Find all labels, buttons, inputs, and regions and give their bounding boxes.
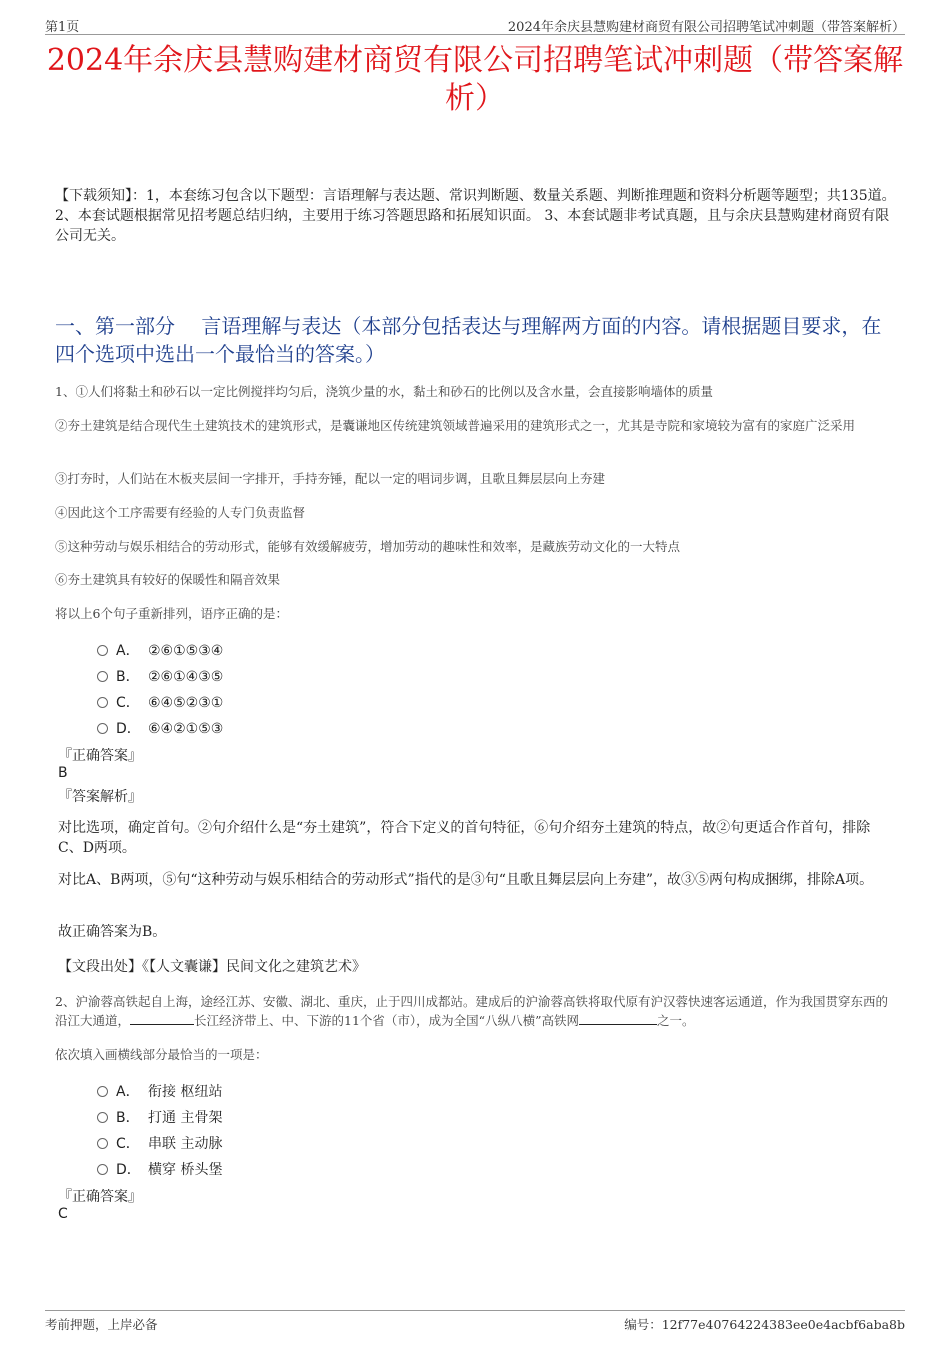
q1-sentence-3: ③打夯时，人们站在木板夹层间一字排开，手持夯锤，配以一定的唱词步调，且歌且舞层层向上夯建 (55, 471, 606, 486)
page-header (45, 14, 905, 35)
page-number: 第1页 (45, 20, 80, 35)
q2-option-d[interactable] (97, 1159, 222, 1179)
footer-slogan: 考前押题，上岸必备 (45, 1317, 158, 1332)
q1-option-d[interactable] (97, 718, 223, 738)
option-text: ⑥④⑤②③① (148, 695, 224, 711)
radio-icon[interactable] (97, 1086, 108, 1097)
option-key: A． (116, 643, 140, 659)
q1-option-a[interactable] (97, 640, 223, 660)
section-heading: 一、第一部分 言语理解与表达（本部分包括表达与理解两方面的内容。请根据题目要求，在四个选项中选出一个最恰当的答案。） (55, 314, 882, 366)
radio-icon[interactable] (97, 723, 108, 734)
q1-explanation-1: 对比选项，确定首句。②句介绍什么是“夯土建筑”，符合下定义的首句特征，⑥句介绍夯土建筑的特点，故②句更适合作首句，排除C、D两项。 (58, 820, 871, 856)
radio-icon[interactable] (97, 671, 108, 682)
page-footer (45, 1310, 905, 1333)
radio-icon[interactable] (97, 645, 108, 656)
q2-option-b[interactable] (97, 1107, 222, 1127)
option-key: B． (116, 1110, 140, 1126)
q1-sentence-6: ⑥夯土建筑具有较好的保暖性和隔音效果 (55, 572, 281, 587)
option-text: ⑥④②①⑤③ (148, 721, 224, 737)
radio-icon[interactable] (97, 1112, 108, 1123)
footer-doc-id: 编号：12f77e40764224383ee0e4acbf6aba8b (624, 1317, 905, 1332)
q1-sentence-2: ②夯土建筑是结合现代生土建筑技术的建筑形式，是囊谦地区传统建筑领域普遍采用的建筑形式之一，尤其是寺院和家境较为富有的家庭广泛采用 (55, 418, 856, 433)
q1-option-b[interactable] (97, 666, 223, 686)
radio-icon[interactable] (97, 1138, 108, 1149)
q1-analysis-label: 『答案解析』 (58, 789, 142, 805)
q2-text-part-b: 长江经济带上、中、下游的11个省（市），成为全国“八纵八横”高铁网 (194, 1013, 579, 1028)
option-text: 横穿 桥头堡 (148, 1162, 223, 1178)
q1-explanation-3: 故正确答案为B。 (58, 924, 167, 940)
option-key: C． (116, 1136, 140, 1152)
download-notice: 【下载须知】：1，本套练习包含以下题型：言语理解与表达题、常识判断题、数量关系题、判断推理题和资料分析题等题型；共135道。 2、本套试题根据常见招考题总结归纳，主要用于练习答题思路和拓展知识面。 3、本套试题非考试真题，且与余庆县慧购建材商贸有限公司无关。 (55, 188, 896, 244)
q2-prompt: 依次填入画横线部分最恰当的一项是： (55, 1047, 268, 1062)
header-doc-title: 2024年余庆县慧购建材商贸有限公司招聘笔试冲刺题（带答案解析） (507, 20, 905, 35)
option-text: 串联 主动脉 (148, 1136, 223, 1152)
q1-prompt: 将以上6个句子重新排列，语序正确的是： (55, 606, 288, 621)
q1-explanation-2: 对比A、B两项，⑤句“这种劳动与娱乐相结合的劳动形式”指代的是③句“且歌且舞层层向上夯建”，故③⑤两句构成捆绑，排除A项。 (58, 872, 874, 888)
option-key: B． (116, 669, 140, 685)
q1-sentence-4: ④因此这个工序需要有经验的人专门负责监督 (55, 505, 306, 520)
q1-sentence-1: 1、①人们将黏土和砂石以一定比例搅拌均匀后，浇筑少量的水，黏土和砂石的比例以及含水量，会直接影响墙体的质量 (55, 384, 713, 399)
q1-answer: B (58, 765, 68, 781)
q2-option-a[interactable] (97, 1081, 222, 1101)
option-text: 打通 主骨架 (148, 1110, 223, 1126)
option-text: ②⑥①④③⑤ (148, 669, 224, 685)
q2-answer: C (58, 1206, 68, 1222)
option-text: 衔接 枢纽站 (148, 1084, 223, 1100)
option-key: D． (116, 1162, 141, 1178)
option-key: D． (116, 721, 141, 737)
q2-text (55, 992, 895, 1030)
q1-answer-label: 『正确答案』 (58, 748, 142, 764)
q2-option-c[interactable] (97, 1133, 222, 1153)
q1-source: 【文段出处】《【人文囊谦】民间文化之建筑艺术》 (58, 959, 366, 975)
q2-text-part-c: 之一。 (656, 1013, 695, 1028)
option-key: C． (116, 695, 140, 711)
q2-text-part-a: 2、沪渝蓉高铁起自上海，途经江苏、安徽、湖北、重庆，止于四川成都站。建成后的沪渝蓉高铁将取代原有沪汉蓉快速客运通道，作为我国贯穿东西的沿江大通道， (55, 994, 888, 1028)
radio-icon[interactable] (97, 697, 108, 708)
radio-icon[interactable] (97, 1164, 108, 1175)
q1-option-c[interactable] (97, 692, 223, 712)
q1-sentence-5: ⑤这种劳动与娱乐相结合的劳动形式，能够有效缓解疲劳，增加劳动的趣味性和效率，是藏族劳动文化的一大特点 (55, 539, 681, 554)
option-text: ②⑥①⑤③④ (148, 643, 224, 659)
blank-1 (130, 1012, 194, 1025)
option-key: A． (116, 1084, 140, 1100)
q2-answer-label: 『正确答案』 (58, 1189, 142, 1205)
blank-2 (579, 1012, 657, 1025)
document-title: 2024年余庆县慧购建材商贸有限公司招聘笔试冲刺题（带答案解析） (46, 43, 904, 116)
